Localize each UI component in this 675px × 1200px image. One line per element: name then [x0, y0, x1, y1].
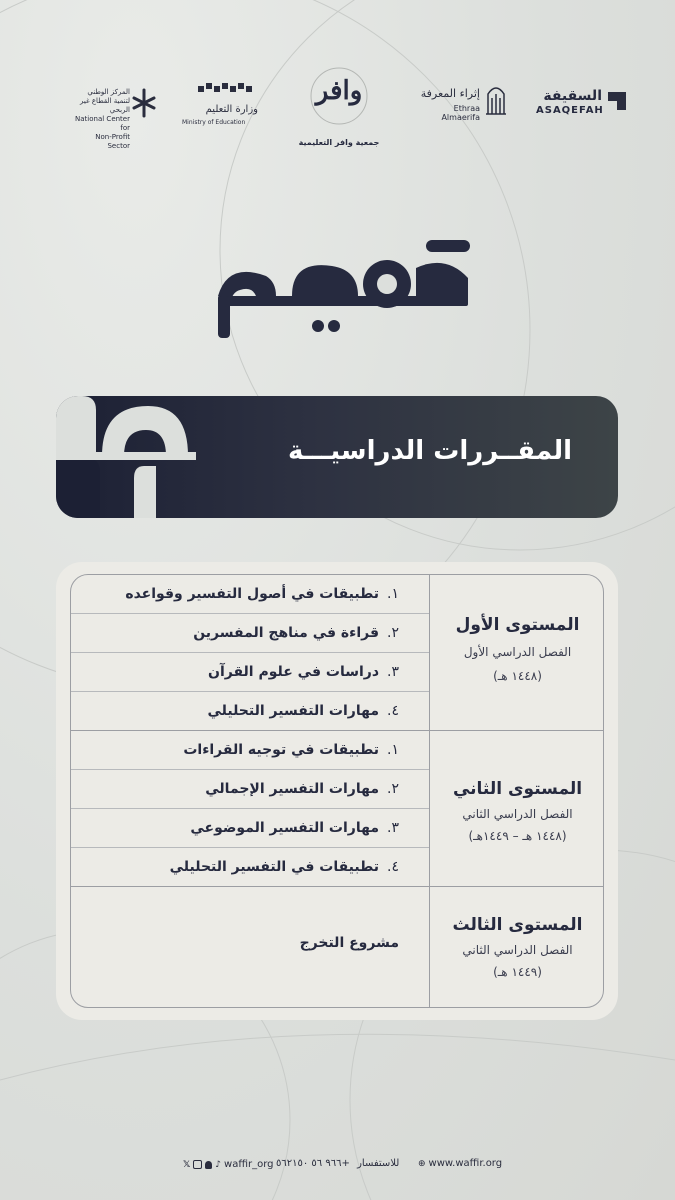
level-2-semester: الفصل الدراسي الثاني: [462, 807, 573, 821]
course-number: ٢.: [387, 781, 399, 797]
social-handle[interactable]: waffir_org: [224, 1159, 274, 1170]
website-link[interactable]: www.waffir.org: [428, 1158, 503, 1169]
course-2-4: [71, 848, 429, 887]
level-1-header: [429, 575, 604, 730]
asaqefah-name-ar: السقيفة: [543, 88, 602, 104]
course-2-3: [71, 809, 429, 848]
course-2-1: [71, 731, 429, 770]
graduation-project: مشروع التخرج: [299, 935, 399, 951]
social-links: [183, 1159, 274, 1170]
page-headline: [200, 228, 480, 338]
course-number: ٢.: [387, 625, 399, 641]
course-label: تطبيقات في التفسير التحليلي: [169, 859, 380, 875]
courses-title: المقــررات الدراسيـــة: [287, 436, 572, 466]
level-2-name: المستوى الثاني: [452, 779, 583, 799]
level-3: [71, 887, 604, 1008]
course-1-1: [71, 575, 429, 614]
course-number: ٣.: [387, 820, 399, 836]
courses-title-band: [56, 396, 618, 518]
waffir-logo: [297, 60, 381, 156]
course-label: دراسات في علوم القرآن: [208, 664, 380, 680]
ncnp-name-en-1: National Center for: [75, 115, 130, 132]
title-band-ornament: [56, 396, 236, 518]
moe-name-ar: وزارة التعليم: [205, 104, 258, 115]
course-1-3: [71, 653, 429, 692]
course-number: ١.: [387, 742, 399, 758]
level-1-semester: الفصل الدراسي الأول: [463, 645, 572, 659]
headline-calligraphy: [200, 228, 480, 338]
ncnp-name-ar: المركز الوطني لتنمية القطاع غير الربحي: [79, 88, 130, 114]
moe-name-en: Ministry of Education: [182, 119, 246, 126]
phone-number[interactable]: +٩٦٦ ٥٦ ٥٦٢١٥٠: [276, 1158, 350, 1169]
level-2-year: (١٤٤٨ هـ – ١٤٤٩هـ): [468, 829, 567, 843]
course-number: ٤.: [387, 703, 399, 719]
ncnp-star-icon: [132, 88, 156, 118]
instagram-icon[interactable]: [193, 1160, 202, 1169]
level-3-header: [429, 887, 604, 1008]
inquiry-line: [276, 1158, 399, 1169]
course-label: مهارات التفسير التحليلي: [207, 703, 380, 719]
asaqefah-mark-icon: [606, 90, 628, 112]
level-3-semester: الفصل الدراسي الثاني: [462, 943, 573, 957]
level-2: [71, 731, 604, 887]
level-1: [71, 575, 604, 731]
courses-table: [70, 574, 604, 1008]
ethraa-mark-icon: [484, 80, 508, 116]
level-3-name: المستوى الثالث: [452, 915, 583, 935]
course-label: مهارات التفسير الموضوعي: [190, 820, 380, 836]
partner-logos: [0, 60, 675, 160]
footer: [0, 1150, 675, 1180]
level-1-name: المستوى الأول: [455, 615, 580, 635]
inquiry-label: للاستفسار: [357, 1158, 400, 1169]
courses-card: [56, 562, 618, 1020]
course-number: ٤.: [387, 859, 399, 875]
course-number: ١.: [387, 586, 399, 602]
ethraa-name-en: Ethraa Almaerifa: [441, 104, 480, 122]
course-1-2: [71, 614, 429, 653]
ncnp-name-en-2: Non-Profit Sector: [95, 133, 130, 150]
website-line: [418, 1158, 502, 1169]
tiktok-icon[interactable]: ♪: [215, 1159, 222, 1170]
level-2-header: [429, 731, 604, 886]
waffir-caption: جمعية وافر التعليمية: [298, 138, 380, 147]
course-label: قراءة في مناهج المفسرين: [193, 625, 380, 641]
waffir-wordmark: وافر: [315, 76, 363, 106]
x-icon[interactable]: 𝕏: [183, 1159, 191, 1170]
course-number: ٣.: [387, 664, 399, 680]
course-label: مهارات التفسير الإجمالي: [205, 781, 380, 797]
course-1-4: [71, 692, 429, 731]
course-label: تطبيقات في توجيه القراءات: [183, 742, 380, 758]
course-label: تطبيقات في أصول التفسير وقواعده: [125, 586, 380, 602]
globe-icon: ⊕: [418, 1158, 426, 1169]
moe-mark-icon: [196, 80, 256, 100]
asaqefah-name-en: ASAQEFAH: [536, 105, 604, 116]
course-2-2: [71, 770, 429, 809]
level-1-year: (١٤٤٨ هـ): [493, 669, 542, 683]
level-3-year: (١٤٤٩ هـ): [493, 965, 542, 979]
snapchat-icon[interactable]: [205, 1161, 212, 1169]
ethraa-name-ar: إثراء المعرفة: [420, 87, 480, 100]
